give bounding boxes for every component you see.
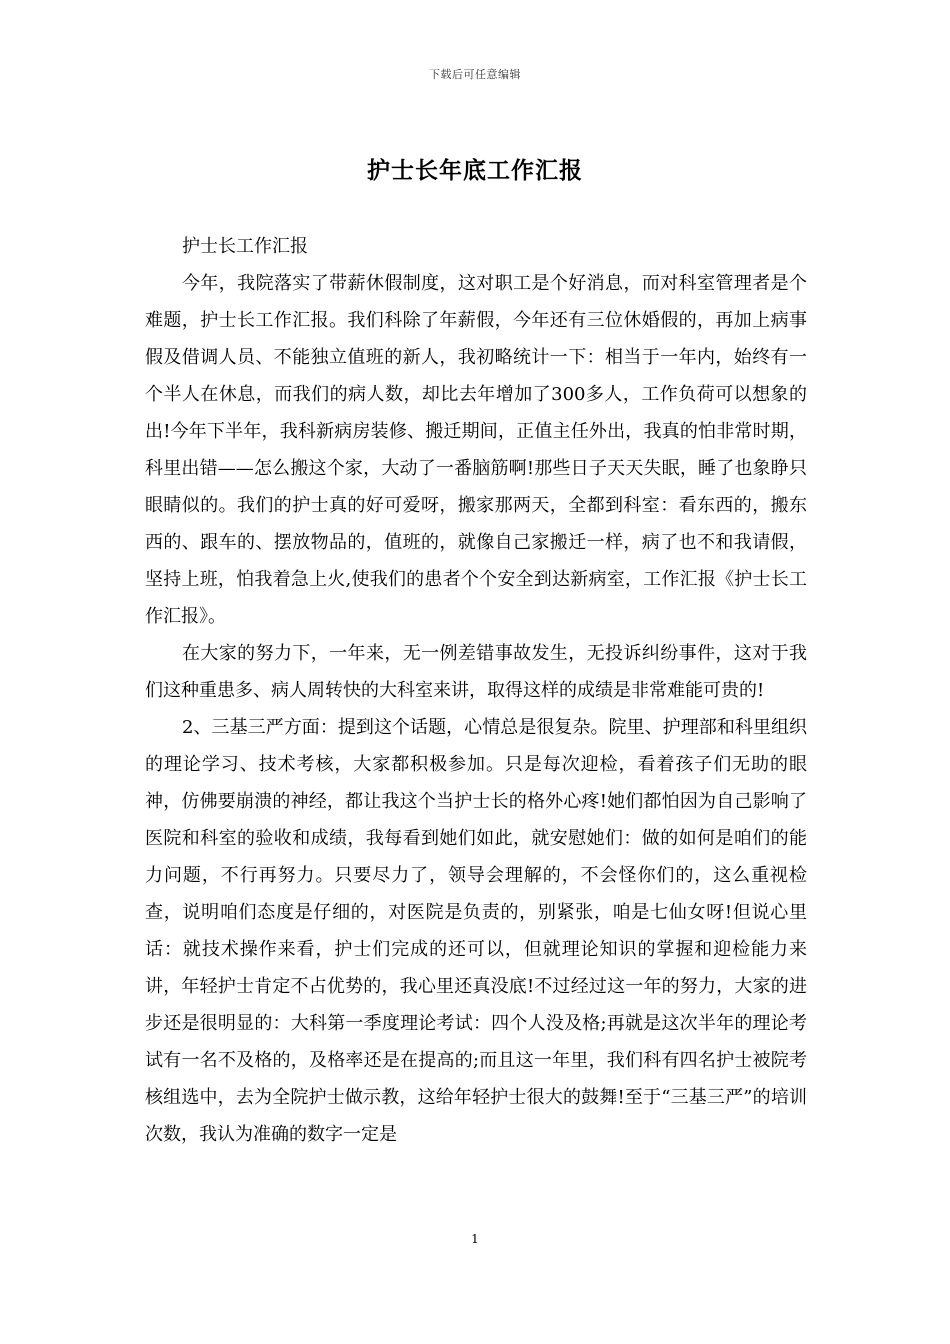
document-title: 护士长年底工作汇报 [367, 157, 583, 184]
paragraph-2: 在大家的努力下，一年来，无一例差错事故发生，无投诉纠纷事件，这对于我们这种重患多、病人周转快的大科室来讲，取得这样的成绩是非常难能可贵的! [145, 643, 807, 701]
document-body [145, 228, 807, 1153]
paragraph-3: 2、三基三严方面：提到这个话题，心情总是很复杂。院里、护理部和科里组织的理论学习、技术考核，大家都积极参加。只是每次迎检，看着孩子们无助的眼神，仿佛要崩溃的神经，都让我这个当护士长的格外心疼!她们都怕因为自己影响了医院和科室的验收和成绩，我每看到她们如此，就安慰她们：做的如何是咱们的能力问题，不行再努力。只要尽力了，领导会理解的，不会怪你们的，这么重视检查，说明咱们态度是仔细的，对医院是负责的，别紧张，咱是七仙女呀!但说心里话：就技术操作来看，护士们完成的还可以，但就理论知识的掌握和迎检能力来讲，年轻护士肯定不占优势的，我心里还真没底!不过经过这一年的努力，大家的进步还是很明显的：大科第一季度理论考试：四个人没及格;再就是这次半年的理论考试有一名不及格的，及格率还是在提高的;而且这一年里，我们科有四名护士被院考核组选中，去为全院护士做示教，这给年轻护士很大的鼓舞!至于“三基三严”的培训次数，我认为准确的数字一定是 [145, 717, 807, 1145]
section-subtitle: 护士长工作汇报 [182, 236, 308, 257]
paragraph-1: 今年，我院落实了带薪休假制度，这对职工是个好消息，而对科室管理者是个难题，护士长工作汇报。我们科除了年薪假，今年还有三位休婚假的，再加上病事假及借调人员、不能独立值班的新人，我初略统计一下：相当于一年内，始终有一个半人在休息，而我们的病人数，却比去年增加了300多人，工作负荷可以想象的出!今年下半年，我科新病房装修、搬迁期间，正值主任外出，我真的怕非常时期，科里出错——怎么搬这个家，大动了一番脑筋啊!那些日子天天失眠，睡了也象睁只眼睛似的。我们的护士真的好可爱呀，搬家那两天，全都到科室：看东西的，搬东西的、跟车的、摆放物品的，值班的，就像自己家搬迁一样，病了也不和我请假，坚持上班，怕我着急上火,使我们的患者个个安全到达新病室，工作汇报《护士长工作汇报》。 [145, 273, 807, 627]
page-number: 1 [471, 1232, 479, 1246]
header-note: 下载后可任意编辑 [429, 68, 521, 81]
